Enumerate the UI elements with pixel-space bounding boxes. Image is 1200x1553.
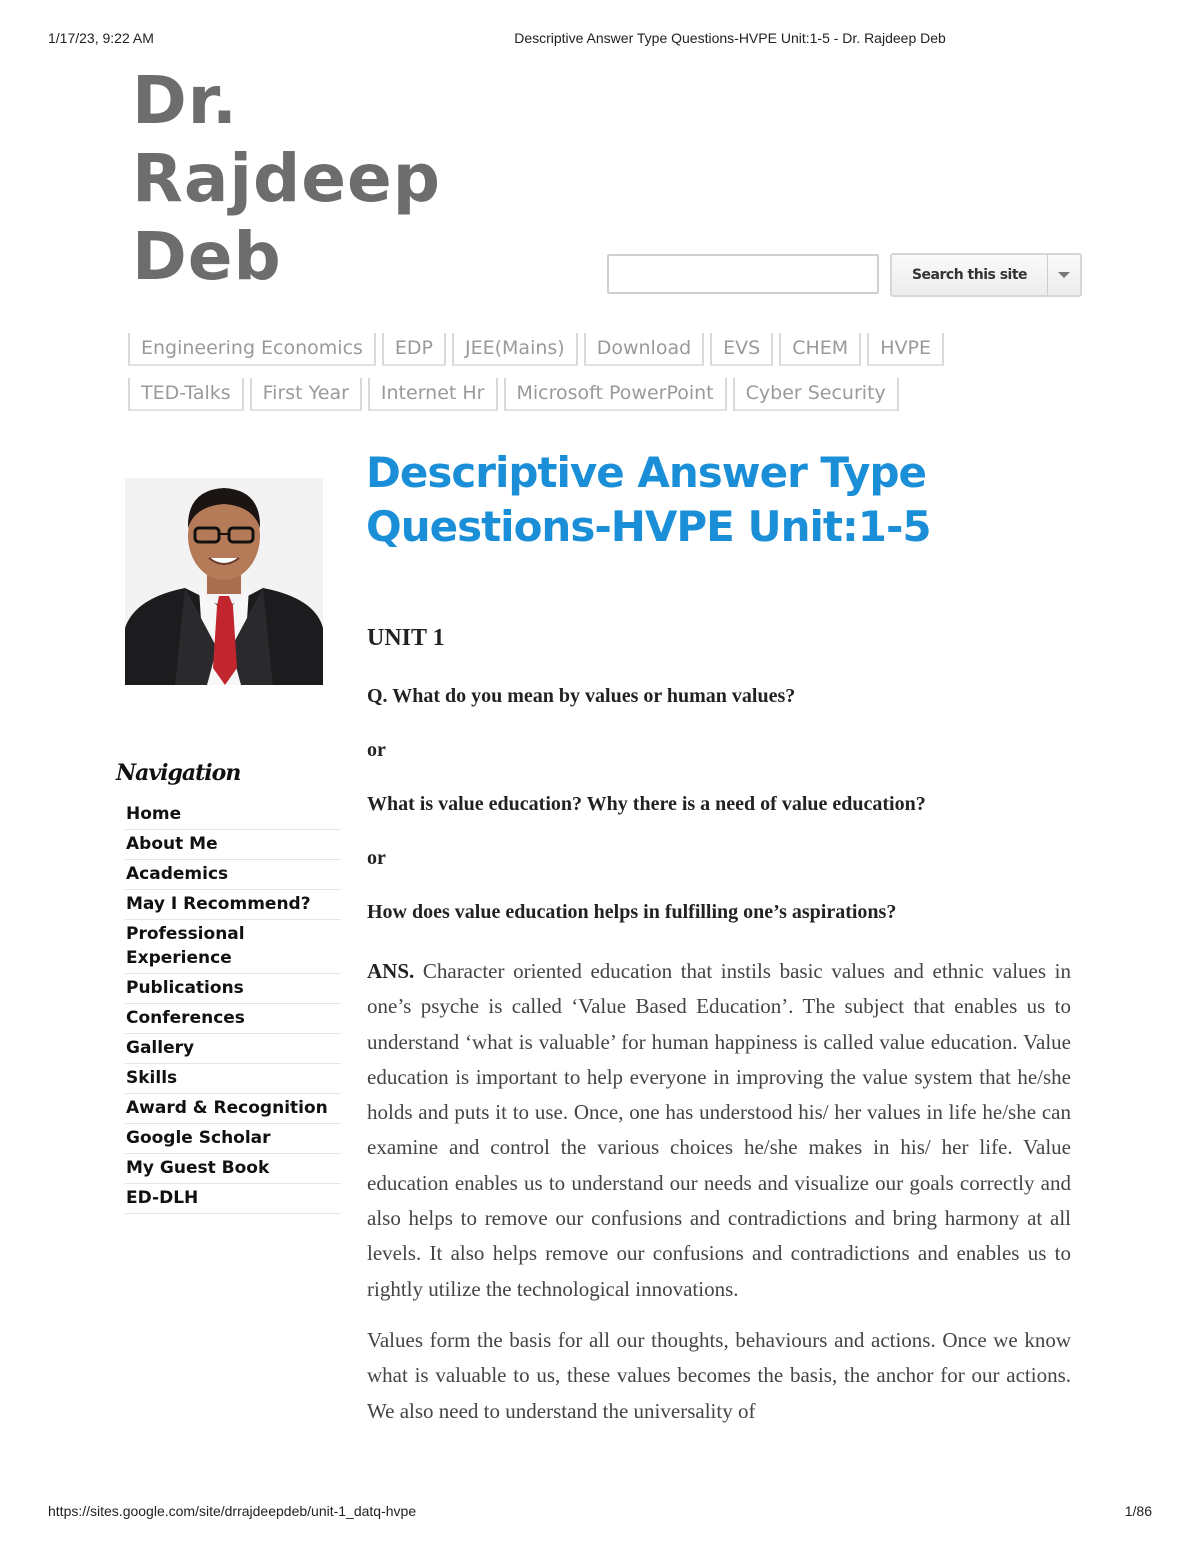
sidebar-item-google-scholar[interactable]: Google Scholar xyxy=(125,1124,341,1154)
print-date: 1/17/23, 9:22 AM xyxy=(48,30,154,46)
tab-chem[interactable]: CHEM xyxy=(779,333,861,366)
unit-title: UNIT 1 xyxy=(367,625,445,651)
site-title-line-1: Dr. xyxy=(132,62,238,139)
top-nav-row-2 xyxy=(128,378,899,411)
sidebar-item-ed-dlh[interactable]: ED-DLH xyxy=(125,1184,341,1214)
tab-hvpe[interactable]: HVPE xyxy=(867,333,944,366)
page-title: Descriptive Answer Type Questions-HVPE Unit:1-5 xyxy=(366,448,931,551)
print-footer xyxy=(48,1503,1152,1523)
site-title-line-2: Rajdeep xyxy=(132,140,441,217)
tab-engineering-economics[interactable]: Engineering Economics xyxy=(128,333,376,366)
sidebar-item-professional-experience[interactable]: Professional Experience xyxy=(125,920,341,974)
tab-ted-talks[interactable]: TED-Talks xyxy=(128,378,244,411)
question-1: Q. What do you mean by values or human values? xyxy=(367,685,796,707)
answer-label: ANS. xyxy=(367,959,415,983)
search-button[interactable]: Search this site xyxy=(911,267,1028,283)
answer-paragraph xyxy=(367,954,1071,1307)
search-input[interactable] xyxy=(607,254,879,294)
tab-download[interactable]: Download xyxy=(584,333,704,366)
sidebar-item-skills[interactable]: Skills xyxy=(125,1064,341,1094)
site-title-line-3: Deb xyxy=(132,218,282,295)
tab-edp[interactable]: EDP xyxy=(382,333,446,366)
sidebar-item-gallery[interactable]: Gallery xyxy=(125,1034,341,1064)
print-url: https://sites.google.com/site/drrajdeepdeb/unit-1_datq-hvpe xyxy=(48,1503,417,1519)
tab-evs[interactable]: EVS xyxy=(710,333,773,366)
sidebar-item-award-recognition[interactable]: Award & Recognition xyxy=(125,1094,341,1124)
sidebar-item-my-guest-book[interactable]: My Guest Book xyxy=(125,1154,341,1184)
search-button-group xyxy=(890,253,1082,297)
sidebar-heading: Navigation xyxy=(116,760,241,786)
question-3: How does value education helps in fulfilling one’s aspirations? xyxy=(367,901,897,923)
sidebar-item-conferences[interactable]: Conferences xyxy=(125,1004,341,1034)
print-header xyxy=(48,30,1152,50)
tab-cyber-security[interactable]: Cyber Security xyxy=(733,378,899,411)
search-scope-dropdown[interactable] xyxy=(1047,255,1080,295)
top-nav-row-1 xyxy=(128,333,944,366)
paragraph-2: Values form the basis for all our thoughts, behaviours and actions. Once we know what is valuable to us, these values becomes the basis, the anchor for our actions. We also need to understand the universality of xyxy=(367,1327,1071,1423)
tab-internet-hr[interactable]: Internet Hr xyxy=(368,378,498,411)
print-page-title: Descriptive Answer Type Questions-HVPE Unit:1-5 - Dr. Rajdeep Deb xyxy=(514,30,946,46)
tab-jee-mains[interactable]: JEE(Mains) xyxy=(452,333,578,366)
sidebar-item-about-me[interactable]: About Me xyxy=(125,830,341,860)
sidebar-nav xyxy=(125,800,341,1214)
print-page-number: 1/86 xyxy=(1124,1503,1152,1519)
or-separator-1: or xyxy=(367,739,386,761)
question-2: What is value education? Why there is a need of value education? xyxy=(367,793,926,815)
tab-first-year[interactable]: First Year xyxy=(250,378,362,411)
answer-text: Character oriented education that instils basic values and ethnic values in one’s psyche is called ‘Value Based Education’. The subject that enables us to understand ‘what is valuable’ for human happiness is called value education. Value education is important to help everyone in improving the value system that he/she holds and puts it to use. Once, one has understood his/ her values in life he/she can examine and control the various choices he/she makes in his/ her life. Value education enables us to understand our needs and visualize our goals correctly and also helps to remove our confusions and contradictions and bring harmony at all levels. It also helps remove our confusions and contradictions and enables us to rightly utilize the technological innovations. xyxy=(367,959,1071,1301)
or-separator-2: or xyxy=(367,847,386,869)
sidebar-item-publications[interactable]: Publications xyxy=(125,974,341,1004)
page-content xyxy=(367,625,1071,1445)
chevron-down-icon xyxy=(1058,272,1070,278)
sidebar-item-academics[interactable]: Academics xyxy=(125,860,341,890)
tab-microsoft-powerpoint[interactable]: Microsoft PowerPoint xyxy=(504,378,727,411)
person-portrait-icon xyxy=(125,478,323,685)
site-title[interactable] xyxy=(132,62,441,296)
sidebar-item-may-i-recommend[interactable]: May I Recommend? xyxy=(125,890,341,920)
profile-photo xyxy=(125,478,323,685)
sidebar-item-home[interactable]: Home xyxy=(125,800,341,830)
